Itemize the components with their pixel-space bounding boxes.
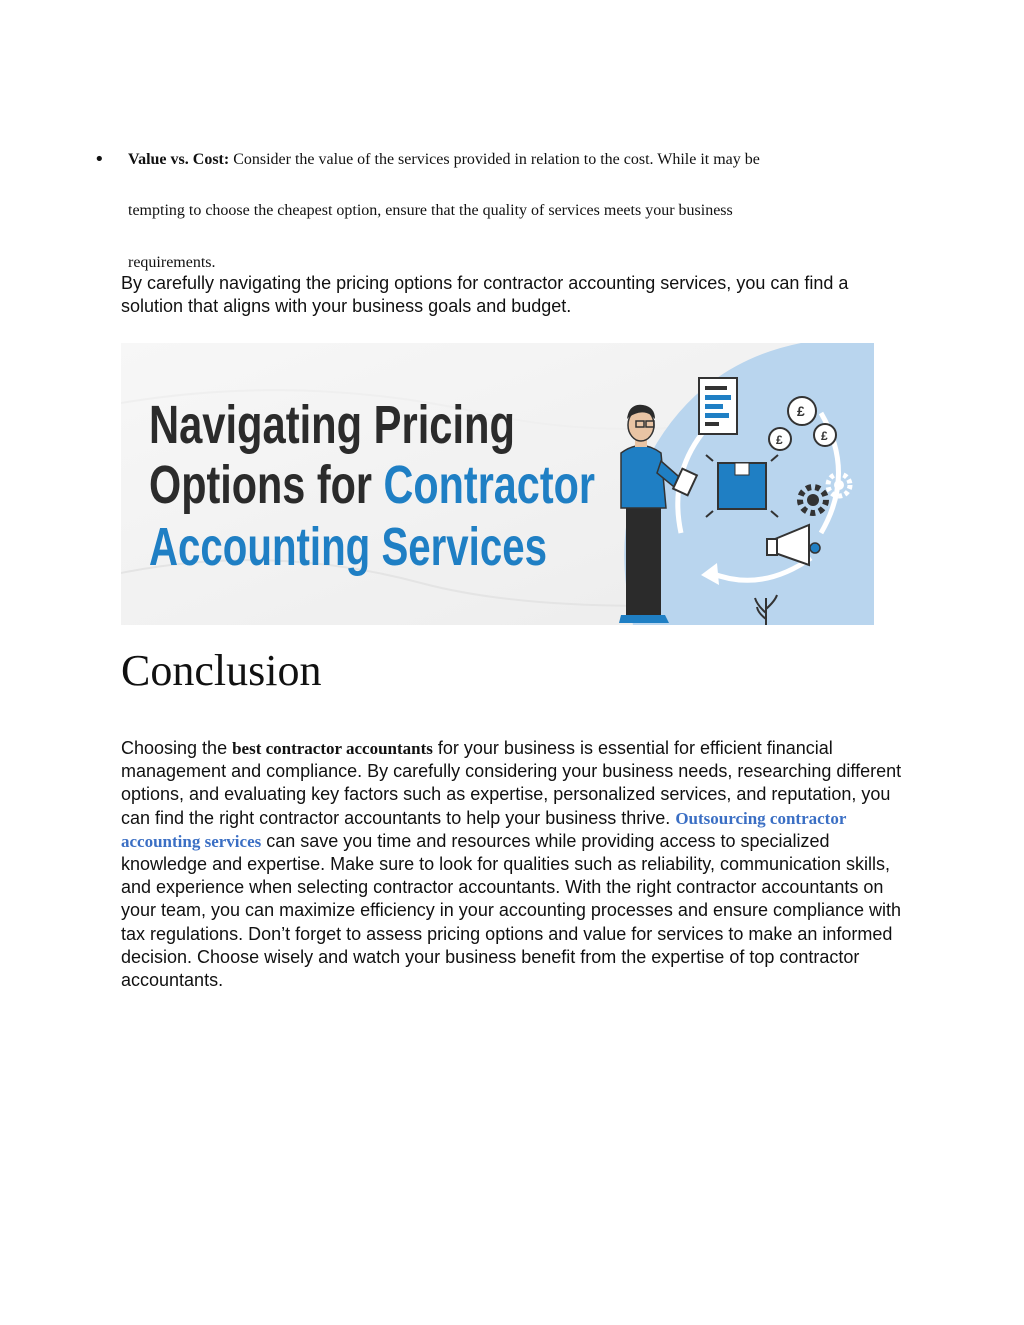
conclusion-heading: Conclusion xyxy=(121,646,322,695)
bullet-point-icon: • xyxy=(94,149,105,170)
intro-paragraph: By carefully navigating the pricing options for contractor accounting services, you can find a solution that aligns with your business goals and budget. xyxy=(121,273,849,317)
bullet-text-1: Consider the value of the services provided in relation to the cost. While it may be xyxy=(233,151,760,168)
conclusion-text-2: for your business is essential for efficient financial management and compliance. By carefully considering your business needs, researching different options, and evaluating key factors such as expertise, personalized services, and reputation, you can find the right contractor accountants to help your business thrive. xyxy=(121,738,902,828)
banner-title-line-2 xyxy=(149,455,660,515)
pricing-banner-image xyxy=(121,343,874,625)
svg-text:£: £ xyxy=(776,433,783,447)
banner-title-line-1: Navigating Pricing xyxy=(149,395,515,455)
best-contractor-accountants-term: best contractor accountants xyxy=(232,739,433,758)
svg-text:£: £ xyxy=(797,403,805,419)
conclusion-text-3: can save you time and resources while providing access to specialized knowledge and expertise. Make sure to look for qualities such as reliability, communication skills, and experience when selecting contractor accountants. With the right contractor accountants on your team, you can maximize efficiency in your accounting processes and ensure compliance with tax regulations. Don’t forget to assess pricing options and value for services to make an informed decision. Choose wisely and watch your business benefit from the expertise of top contractor accountants. xyxy=(121,830,902,991)
svg-text:£: £ xyxy=(821,429,828,443)
bullet-line-3: requirements. xyxy=(128,254,216,271)
bullet-line-1 xyxy=(128,151,760,169)
bullet-line-2: tempting to choose the cheapest option, ensure that the quality of services meets your business xyxy=(128,202,733,219)
conclusion-text-1: Choosing the xyxy=(121,738,233,758)
bullet-lead: Value vs. Cost: xyxy=(128,151,230,168)
banner-title-line-2b: Contractor xyxy=(383,455,660,515)
banner-title-line-3: Accounting Services xyxy=(149,517,547,577)
document-chart-icon xyxy=(699,378,737,434)
banner-title-line-2a: Options for xyxy=(149,455,455,515)
outsourcing-services-link[interactable]: Outsourcing contractor accounting services xyxy=(121,808,847,851)
conclusion-paragraph xyxy=(121,737,911,992)
